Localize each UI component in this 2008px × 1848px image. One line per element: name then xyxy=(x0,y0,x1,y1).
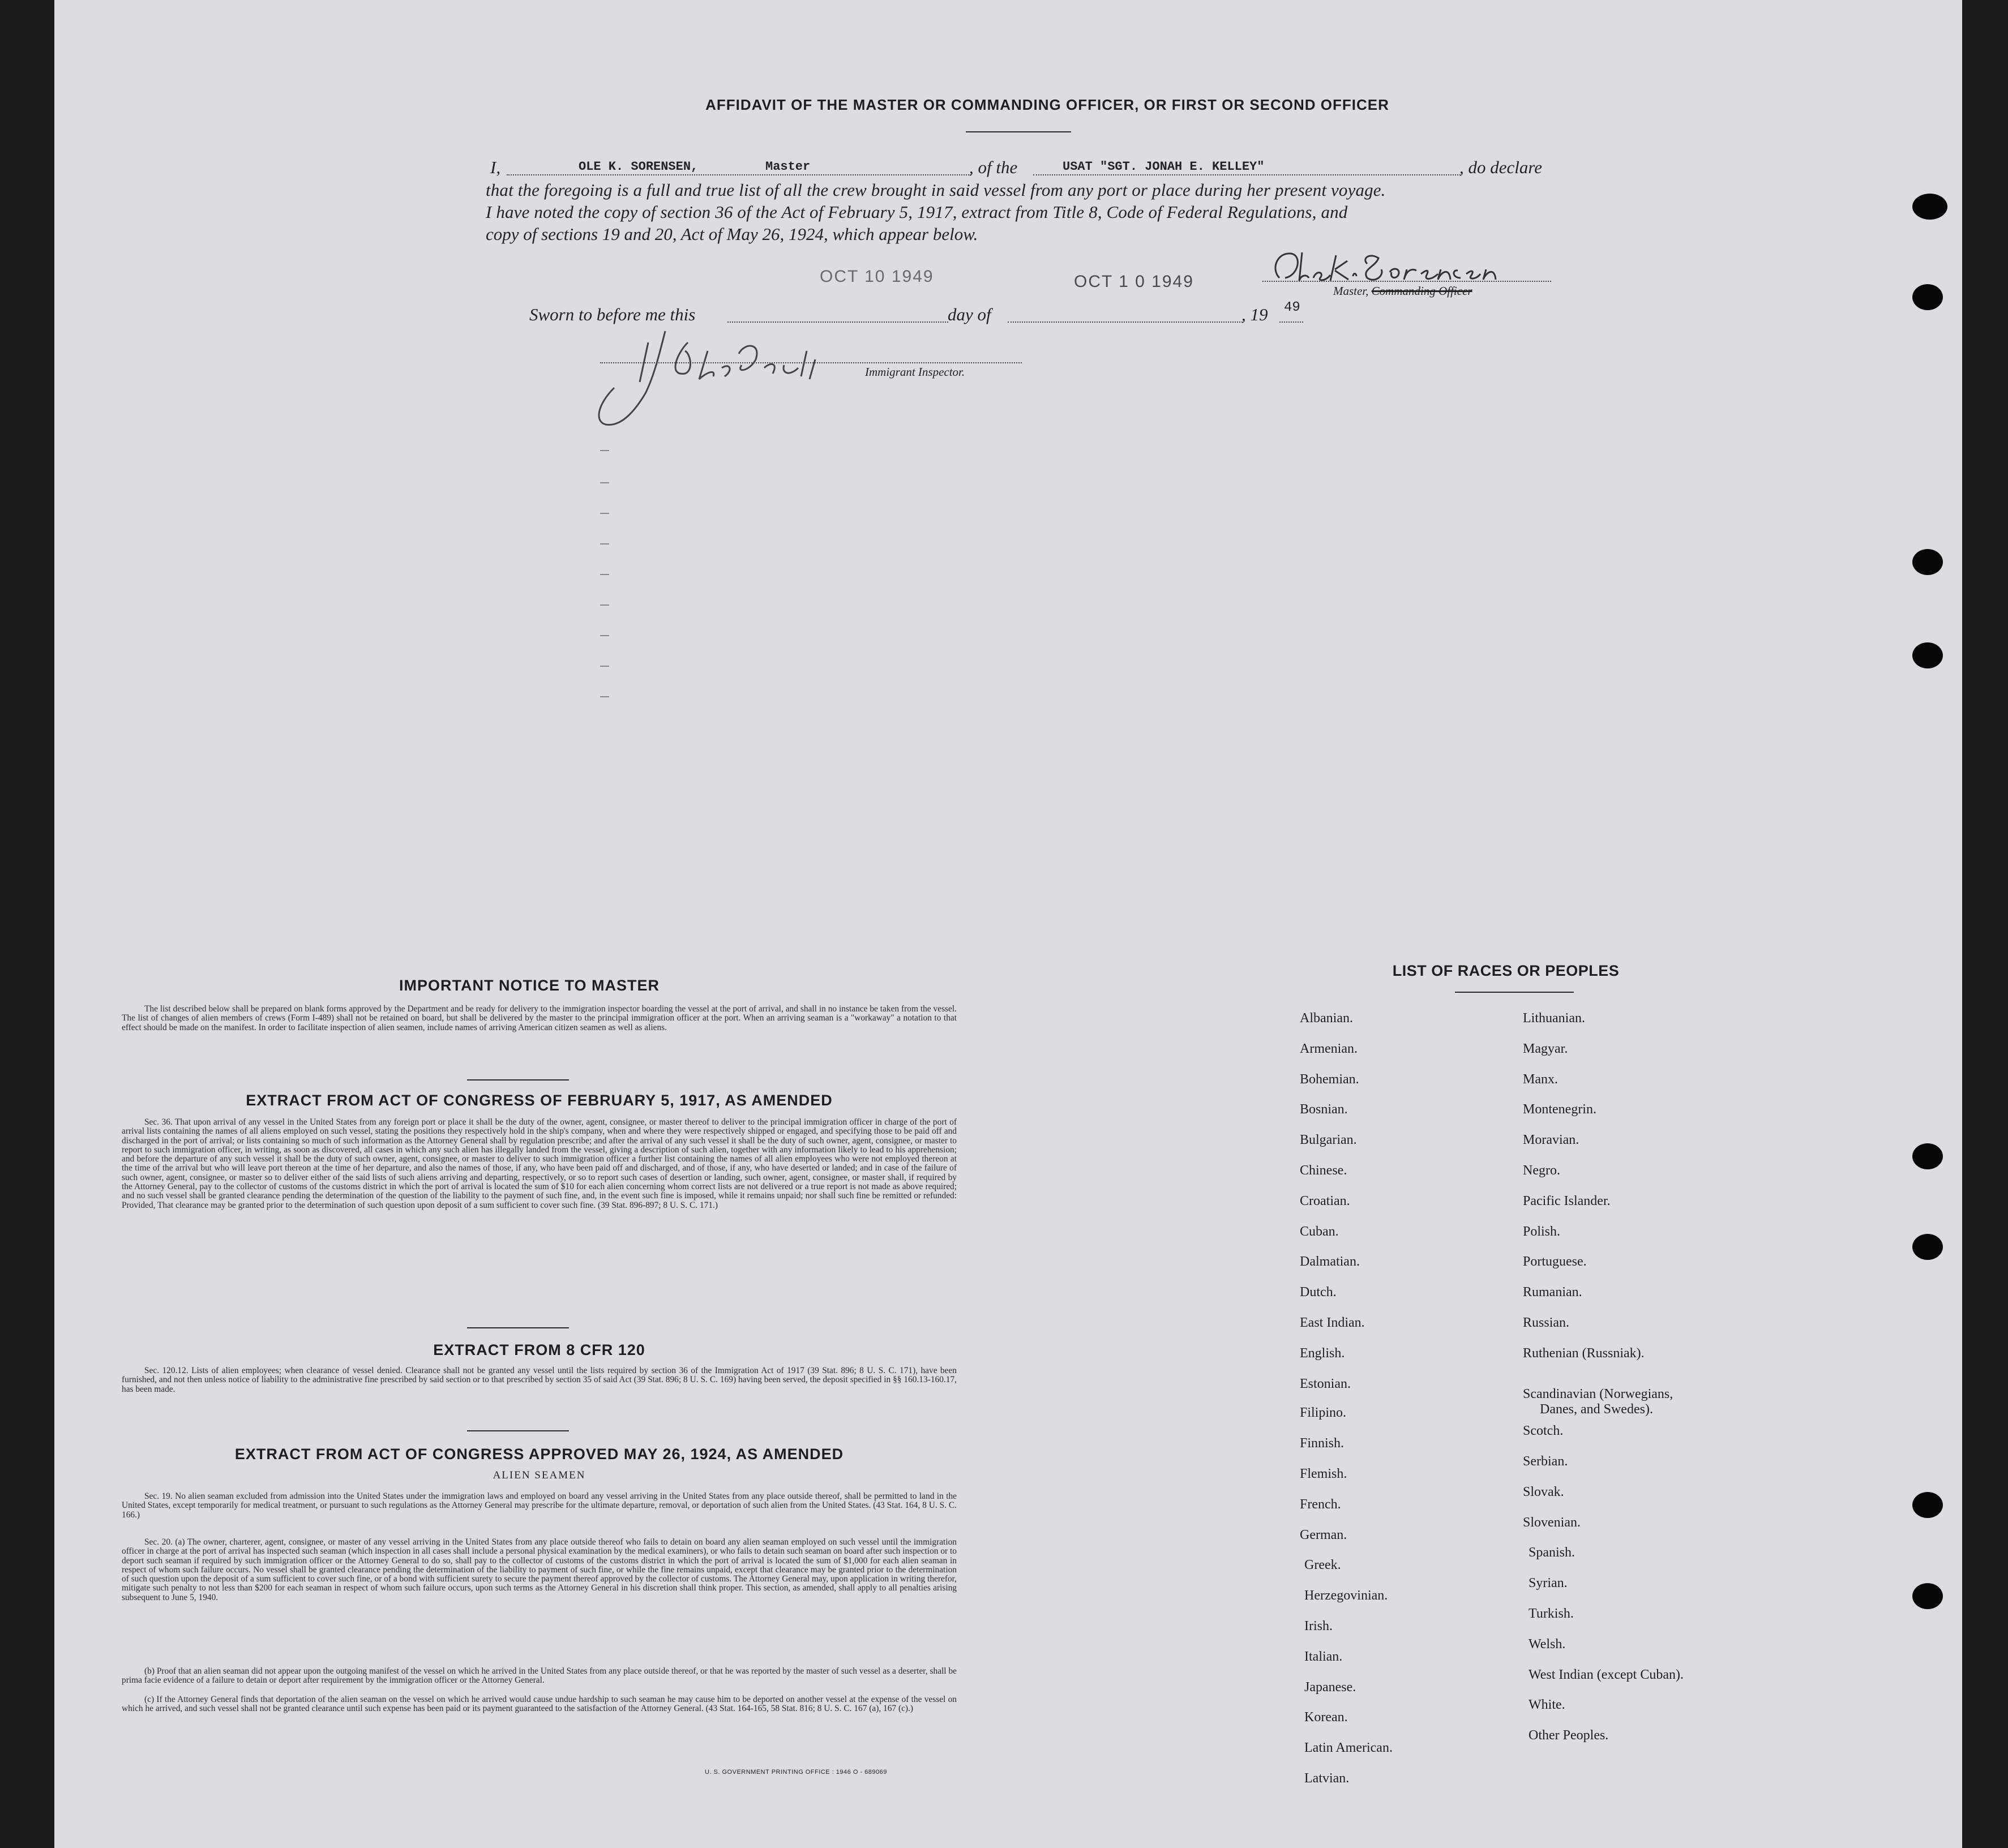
extract-8cfr-body: Sec. 120.12. Lists of alien employees; when clearance of vessel denied. Clearance shall not be granted any vessel until the lists required by section 36 of the Immigration Act of 1917 (39 Stat. 896; 8 U. S. C. 171), have been furnished, and not then unless notice of liability to the administrative fine prescribed by said section or to that prescribed by section 35 of said Act (39 Stat. 896; 8 U. S. C. 169) having been served, the deposit specified in §§ 160.13-160.17, has been made. xyxy=(122,1366,957,1394)
race-item: Latvian. xyxy=(1304,1771,1350,1786)
notice-title: IMPORTANT NOTICE TO MASTER xyxy=(399,977,660,994)
master-rank: Master xyxy=(765,160,811,174)
vessel-name: USAT "SGT. JONAH E. KELLEY" xyxy=(1063,160,1265,174)
race-item: Croatian. xyxy=(1300,1193,1350,1208)
caption-struck: Commanding Officer xyxy=(1371,284,1472,298)
race-item: Scotch. xyxy=(1523,1423,1564,1439)
margin-dash xyxy=(600,574,609,575)
races-title-underline xyxy=(1455,992,1574,993)
race-item: Bulgarian. xyxy=(1300,1133,1357,1148)
date-stamp-received: OCT 10 1949 xyxy=(820,267,934,286)
punch-hole xyxy=(1912,1492,1943,1518)
races-title: LIST OF RACES OR PEOPLES xyxy=(1392,962,1620,979)
vessel-name-field xyxy=(1033,174,1461,175)
race-item: Latin American. xyxy=(1304,1740,1393,1756)
race-item: English. xyxy=(1300,1345,1345,1361)
race-item: Ruthenian (Russniak). xyxy=(1523,1345,1645,1361)
race-item: Armenian. xyxy=(1300,1041,1358,1056)
of-the-label: , of the xyxy=(969,157,1018,177)
race-item: Bohemian. xyxy=(1300,1071,1359,1087)
race-item: Other Peoples. xyxy=(1529,1728,1609,1743)
extract-1924-subtitle: ALIEN SEAMEN xyxy=(493,1469,586,1481)
race-item: Magyar. xyxy=(1523,1041,1568,1056)
affidavit-line-3: I have noted the copy of section 36 of the Act of February 5, 1917, extract from Title 8, Code of Federal Regulations, and xyxy=(486,202,1348,222)
do-declare-label: , do declare xyxy=(1459,157,1543,177)
race-item: White. xyxy=(1529,1697,1565,1713)
section-divider xyxy=(467,1079,569,1080)
sec20c-body: (c) If the Attorney General finds that deportation of the alien seaman on the vessel on which he arrived would cause undue hardship to such seaman he may cause him to be deported on another vessel at the expense of the vessel on which he arrived, and such vessel shall not be granted clearance until such expense has been paid or its payment guaranteed to the satisfaction of the Attorney General. (43 Stat. 164-165, 58 Stat. 816; 8 U. S. C. 167 (a), 167 (c).) xyxy=(122,1695,957,1714)
extract-1924-title: EXTRACT FROM ACT OF CONGRESS APPROVED MAY 26, 1924, AS AMENDED xyxy=(234,1446,844,1463)
affidavit-line-4: copy of sections 19 and 20, Act of May 26, 1924, which appear below. xyxy=(486,224,978,244)
race-item: Dalmatian. xyxy=(1300,1254,1360,1270)
race-item: Estonian. xyxy=(1300,1376,1351,1391)
line1-prefix: I, xyxy=(490,157,501,177)
extract-1917-title: EXTRACT FROM ACT OF CONGRESS OF FEBRUARY 5, 1917, AS AMENDED xyxy=(246,1092,833,1109)
signature-caption xyxy=(1333,284,1472,298)
race-item: Cuban. xyxy=(1300,1224,1339,1239)
punch-hole xyxy=(1912,1583,1943,1609)
margin-dash xyxy=(600,635,609,636)
race-item: Finnish. xyxy=(1300,1436,1345,1451)
margin-dash xyxy=(600,696,609,697)
race-item: Italian. xyxy=(1304,1649,1343,1664)
year-prefix: , 19 xyxy=(1241,305,1268,324)
title-underline xyxy=(966,131,1071,132)
sworn-month-field xyxy=(1008,321,1243,323)
race-item: Herzegovinian. xyxy=(1304,1588,1388,1603)
master-name-field xyxy=(507,174,971,175)
race-item: Irish. xyxy=(1304,1619,1333,1633)
race-item: Slovenian. xyxy=(1523,1515,1581,1530)
printing-office-footer: U. S. GOVERNMENT PRINTING OFFICE : 1946 O - 689069 xyxy=(705,1769,887,1776)
race-item: Negro. xyxy=(1523,1163,1560,1178)
sec20b-body: (b) Proof that an alien seaman did not appear upon the outgoing manifest of the vessel on which he arrived in the United States from any place outside thereof, or that he was reported by the master of such vessel as a deserter, shall be prima facie evidence of a failure to detain or deport after requirement by the immigration officer or the Attorney General. xyxy=(122,1666,957,1686)
race-item: Turkish. xyxy=(1529,1606,1574,1621)
race-item: German. xyxy=(1300,1527,1347,1542)
affidavit-line-1 xyxy=(490,157,500,178)
punch-hole xyxy=(1912,284,1943,310)
race-item: Rumanian. xyxy=(1523,1285,1582,1300)
punch-hole xyxy=(1912,194,1947,220)
race-item: Spanish. xyxy=(1529,1545,1575,1560)
margin-dash xyxy=(600,450,609,451)
day-of-label: day of xyxy=(948,305,991,324)
year-field xyxy=(1279,321,1303,323)
sworn-prefix: Sworn to before me this xyxy=(529,305,696,324)
race-item: Japanese. xyxy=(1304,1679,1356,1695)
race-item: Manx. xyxy=(1523,1071,1558,1087)
extract-8cfr-title: EXTRACT FROM 8 CFR 120 xyxy=(433,1341,645,1358)
race-item: Bosnian. xyxy=(1300,1102,1348,1117)
master-signature-field xyxy=(1262,281,1551,282)
margin-dash xyxy=(600,543,609,544)
race-item: Slovak. xyxy=(1523,1484,1564,1499)
affidavit-title: AFFIDAVIT OF THE MASTER OR COMMANDING OFFICER, OR FIRST OR SECOND OFFICER xyxy=(705,96,1389,113)
race-item: Pacific Islander. xyxy=(1523,1193,1611,1208)
race-item: Scandinavian (Norwegians, xyxy=(1523,1386,1673,1401)
margin-dash xyxy=(600,666,609,667)
inspector-signature xyxy=(592,320,880,433)
race-item: Lithuanian. xyxy=(1523,1011,1585,1026)
race-item: Russian. xyxy=(1523,1315,1570,1330)
caption-master: Master, xyxy=(1333,284,1369,298)
race-item: French. xyxy=(1300,1497,1341,1512)
race-item: Portuguese. xyxy=(1523,1254,1587,1270)
race-item: Flemish. xyxy=(1300,1467,1347,1481)
margin-dash xyxy=(600,604,609,606)
margin-dash xyxy=(600,513,609,514)
race-item: Serbian. xyxy=(1523,1454,1568,1469)
margin-dash xyxy=(600,482,609,483)
punch-hole xyxy=(1912,1234,1943,1260)
inspector-caption: Immigrant Inspector. xyxy=(865,365,965,379)
race-item: Filipino. xyxy=(1300,1405,1347,1421)
race-item: Polish. xyxy=(1523,1224,1561,1239)
race-item: Dutch. xyxy=(1300,1285,1337,1300)
section-divider xyxy=(467,1327,569,1328)
punch-hole xyxy=(1912,642,1943,668)
date-stamp-sworn: OCT 1 0 1949 xyxy=(1074,272,1194,291)
sec19-body: Sec. 19. No alien seaman excluded from admission into the United States under the immigration laws and employed on board any vessel arriving in the United States from any place outside thereof, shall be permitted to land in the United States, except temporarily for medical treatment, or pursuant to such regulations as the Attorney General may prescribe for the ultimate departure, removal, or deportation of such alien from the United States. (43 Stat. 164, 8 U. S. C. 166.) xyxy=(122,1491,957,1520)
section-divider xyxy=(467,1430,569,1431)
year-value: 49 xyxy=(1284,300,1300,315)
race-item: Greek. xyxy=(1304,1558,1341,1573)
race-item: Syrian. xyxy=(1529,1576,1568,1591)
notice-body: The list described below shall be prepared on blank forms approved by the Department and be ready for delivery to the immigration inspector boarding the vessel at the port of arrival, and shall in no instance be taken from the vessel. The list of changes of alien members of crews (Form I-489) shall not be retained on board, but shall be delivered by the master to the principal immigration officer at the port. When an arriving seaman is a "workaway" a notation to that effect should be made on the manifest. In order to facilitate inspection of alien seamen, include names of arriving American citizen seamen as well as aliens. xyxy=(122,1004,957,1032)
inspector-signature-field xyxy=(600,362,1022,363)
master-name: OLE K. SORENSEN, xyxy=(579,160,699,174)
race-item: Moravian. xyxy=(1523,1133,1579,1148)
race-item: Chinese. xyxy=(1300,1163,1347,1178)
punch-hole xyxy=(1912,1143,1943,1169)
affidavit-line-2: that the foregoing is a full and true list of all the crew brought in said vessel from any port or place during her present voyage. xyxy=(486,180,1386,200)
race-item: East Indian. xyxy=(1300,1315,1365,1330)
race-item: West Indian (except Cuban). xyxy=(1529,1667,1684,1682)
race-item: Welsh. xyxy=(1529,1636,1566,1652)
race-item: Albanian. xyxy=(1300,1011,1353,1026)
sec20a-body: Sec. 20. (a) The owner, charterer, agent, consignee, or master of any vessel arriving in the United States from any place outside thereof who fails to detain on board any alien seaman employed on such vessel until the immigration officer in charge at the port of arrival has inspected such seaman (which inspection in all cases shall include a personal physical examination by the medical examiners), or who fails to detain such seaman on board after such inspection or to deport such seaman if required by such immigration officer or the Attorney General to do so, shall pay to the collector of customs of the customs district in which the port of arrival is located the sum of $1,000 for each alien seaman in respect of whom such failure occurs. No vessel shall be granted clearance pending the determination of the liability to payment of such fine, or while the fine remains unpaid, except that clearance may be granted prior to the determination of such question upon the deposit of a sum sufficient to cover such fine, or of a bond with sufficient surety to secure the payment thereof approved by the collector of customs. The Attorney General may, upon application in writing therefor, mitigate such penalty to not less than $200 for each seaman in respect of whom such failure occurs, upon such terms as the Attorney General in his discretion shall think proper. This section, as amended, shall apply to all penalties arising subsequent to June 5, 1940. xyxy=(122,1537,957,1602)
extract-1917-body: Sec. 36. That upon arrival of any vessel in the United States from any foreign port or place it shall be the duty of the owner, agent, consignee, or master thereof to deliver to the principal immigration officer in charge of the port of arrival lists containing the names of all aliens employed on such vessel, stating the positions they respectively hold in the ship's company, when and where they were respectively shipped or engaged, and specifying those to be paid off and discharged in the port of arrival; or lists containing so much of such information as the Attorney General shall by regulation prescribe; and after the arrival of any such vessel it shall be the duty of such owner, agent, consignee, or master to report to such immigration officer, in writing, as soon as discovered, all cases in which any such alien has illegally landed from the vessel, giving a description of such alien, together with any information likely to lead to his apprehension; and before the departure of any such vessel it shall be the duty of such owner, agent, consignee, or master to deliver to such immigration officer a further list containing the names of all alien employees who were not employed thereon at the time of the arrival but who will leave port thereon at the time of her departure, and also the names of those, if any, who have been paid off and discharged, and of those, if any, who have deserted or landed; and in case of the failure of such owner, agent, consignee, or master so to deliver either of the said lists of such aliens arriving and departing, respectively, or so to report such cases of desertion or landing, such owner, agent, consignee, or master shall, if required by the Attorney General, pay to the collector of customs of the customs district in which the port of arrival is located the sum of $10 for each alien concerning whom correct lists are not delivered or a true report is not made as above required; and no such vessel shall be granted clearance pending the determination of the question of the liability to the payment of such fine, and, in the event such fine is imposed, while it remains unpaid; nor shall such fine be remitted or refunded: Provided, That clearance may be granted prior to the determination of such question upon deposit of a sum sufficient to cover such fine. (39 Stat. 896-897; 8 U. S. C. 171.) xyxy=(122,1117,957,1210)
punch-hole xyxy=(1912,549,1943,575)
race-item: Korean. xyxy=(1304,1710,1348,1725)
race-item: Montenegrin. xyxy=(1523,1102,1596,1117)
race-item: Danes, and Swedes). xyxy=(1540,1401,1653,1417)
